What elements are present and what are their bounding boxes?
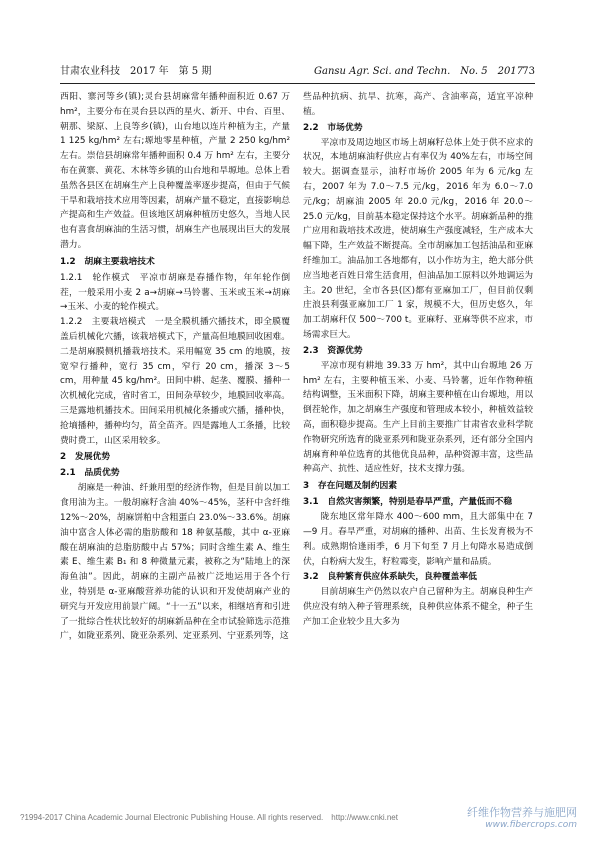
heading-2-3: 2.3 资源优势 [303,345,363,356]
right-column [303,90,533,630]
paragraph-3-1: 陇东地区常年降水 400～600 mm，且大部集中在 7—9 月。春旱严重，对胡麻的播种、出苗、生长发育极为不利。成熟期恰逢雨季，6 月下旬至 7 月上旬降水易造成倒伏，白粉病大发生，籽粒霉变，影响产量和品质。 [303,512,533,567]
heading-2-1: 2.1 品质优势 [60,468,120,479]
heading-3: 3 存在问题及制约因素 [303,481,398,492]
site-watermark [467,806,577,832]
journal-name-en: Gansu Agr. Sci. and Techn. No. 5 2017 [314,66,524,77]
paragraph-2-3: 平凉市现有耕地 39.33 万 hm²，其中山台塬地 26 万 hm² 左右，主要种植玉米、小麦、马铃薯，近年作物种植结构调整，玉米面积下降，胡麻主要种植在山台塬地，用以倒茬轮作，加之胡麻生产强度和管理成本较小，种植效益较高，面积稳步提高。生产上目前主要推广甘肃省农业科学院作物研究所选育的陇亚系列和陇亚杂系列，还有部分全国内胡麻育种单位选育的其他优良品种，品种资源丰富，这些品种高产、抗性、适应性好，技术支撑力强。 [303,360,533,475]
paragraph-continued: 些品种抗病、抗旱、抗寒，高产、含油率高，适宜平凉种植。 [303,92,533,117]
journal-name-cn: 甘肃农业科技 2017 年 第 5 期 [60,66,212,77]
heading-1-2: 1.2 胡麻主要栽培技术 [60,256,155,267]
heading-2: 2 发展优势 [60,452,111,463]
watermark-cn: 纤维作物营养与施肥网 [467,806,577,819]
left-column [60,90,290,644]
heading-2-2: 2.2 市场优势 [303,122,363,133]
issue-number: 2017 年 第 5 期 [130,66,212,77]
header-rule [60,83,535,84]
paragraph-county-distribution: 西阳、寨河等乡(镇);灵台县胡麻常年播种面积近 0.67 万 hm²，主要分布在灵台县以西的星火、新开、中台、百里、朝那、梁原、上良等乡(镇)，山台地以连片种植为主，产量 1 125 kg/hm² 左右;塬地零星种植，产量 2 250 kg/hm² 左右。崇信县胡麻常年播种面积 0.4 万 hm² 左右，主要分布在黄寨、黄花、木林等乡镇的山台地和旱塬地。总体上看虽然各县区在胡麻生产上良种覆盖率逐步提高，但由于气候干旱和栽培技术应用等因素，胡麻产量不稳定，直接影响总产提高和生产效益。但该地区胡麻种植历史悠久，当地人民也有喜食胡麻油的生活习惯，胡麻生产也展现出巨大的发展潜力。 [60,92,290,250]
paragraph-1-2-1: 1.2.1 轮作模式 平凉市胡麻是春播作物，年年轮作倒茬，一般采用小麦 2 a→胡麻→马铃薯、玉米或玉米→胡麻→玉米、小麦的轮作模式。 [60,272,290,313]
copyright-footer: ?1994-2017 China Academic Journal Electronic Publishing House. All rights reserved. http://www.cnki.net [20,813,398,822]
heading-3-2: 3.2 良种繁育供应体系缺失，良种覆盖率低 [303,572,477,583]
paragraph-1-2-2: 1.2.2 主要栽培模式 一是全膜机播穴播技术，即全膜覆盖后机械化穴播，该栽培模式下，产量高但地膜回收困难。二是胡麻膜侧机播栽培技术。采用幅宽 35 cm 的地膜，按宽窄行播种，宽行 35 cm，窄行 20 cm，播深 3～5 cm，用种量 45 kg/hm²。田间中耕、起垄、覆膜、播种一次机械化完成，省时省工，田间杂草较少，地膜回收率高。三是露地机播技术。田间采用机械化条播或穴播，播种快，抢墒播种，播种均匀，苗全苗齐。四是露地人工条播，比较费时费工，山区采用较多。 [60,317,290,446]
paragraph-2-2: 平凉市及周边地区市场上胡麻籽总体上处于供不应求的状况，本地胡麻油籽供应占有率仅为 40%左右，市场空间较大。据调查显示，油籽市场价 2005 年为 6 元/kg 左右，2007 年为 7.0～7.5 元/kg，2016 年为 6.0～7.0 元/kg；胡麻油 2005 年 20.0 元/kg，2016 年 20.0～25.0 元/kg，目前基本稳定保持这个水平。胡麻新品种的推广应用和栽培技术改进，使胡麻生产强度减轻，生产成本大幅下降，生产效益不断提高。全市胡麻加工包括油品和亚麻纤维加工。油品加工各地都有，以小作坊为主，绝大部分供应当地老百姓日常生活食用，但油品加工原料以外地调运为主。20 世纪，全市各县(区)都有亚麻加工厂，但目前仅剩庄浪县利强亚麻加工厂 1 家，规模不大，但历史悠久，年加工胡麻秆仅 500～700 t。亚麻籽、亚麻等供不应求，市场需求巨大。 [303,137,533,340]
watermark-url: www.fibercrops.com [485,820,577,830]
running-header [60,64,535,80]
page-number: 73 [522,66,535,77]
heading-3-1: 3.1 自然灾害频繁，特别是春旱严重，产量低而不稳 [303,497,513,508]
paragraph-3-2: 目前胡麻生产仍然以农户自己留种为主。胡麻良种生产供应没有纳入种子管理系统，良种供应体系不健全，种子生产加工企业较少且大多为 [303,587,533,627]
paragraph-2-1: 胡麻是一种油、纤兼用型的经济作物，但是目前以加工食用油为主。一般胡麻籽含油 40%～45%，茎秆中含纤维 12%～20%，胡麻饼粕中含粗蛋白 23.0%～33.6%。胡麻油中富含人体必需的脂肪酸和 18 种氨基酸，其中 α-亚麻酸在胡麻油的总脂肪酸中占 57%；同时含维生素 A、维生素 E、维生素 B₁ 和 8 种微量元素，被称之为“陆地上的深海鱼油”。因此，胡麻的主副产品被广泛地运用于各个行业，特别是 α-亚麻酸营养功能的认识和开发使胡麻产业的研究与开发应用前景广阔。“十一五”以来，相继培育和引进了一批综合性状比较好的胡麻新品种在全市试验筛选示范推广，如陇亚系列、陇亚杂系列、定亚系列、宁亚系列等，这 [60,483,290,642]
